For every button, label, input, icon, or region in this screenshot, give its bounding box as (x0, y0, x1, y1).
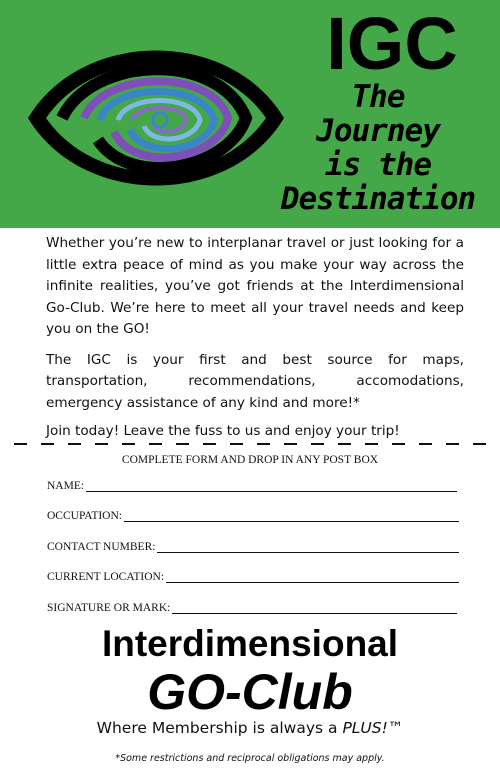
intro-text (46, 233, 464, 423)
write-line[interactable] (124, 509, 459, 522)
club-subtitle: GO-Club (147, 664, 353, 720)
signature-field[interactable] (47, 600, 457, 616)
occupation-field[interactable] (47, 508, 459, 524)
intro-paragraph: Whether you’re new to interplanar travel or just looking for a little extra peace of mind as you make your way across the infinite realities, you’ve got friends at the Interdimensional Go-Club. We’re here to meet all your travel needs and keep you on the GO! (46, 235, 464, 337)
field-label: OCCUPATION: (47, 510, 122, 522)
contact-number-field[interactable] (47, 539, 459, 555)
tagline (258, 80, 498, 216)
field-label: CURRENT LOCATION: (47, 571, 165, 583)
write-line[interactable] (157, 540, 459, 553)
eye-swirl-icon (22, 20, 290, 216)
brand-title: IGC (326, 2, 458, 85)
form-heading: COMPLETE FORM AND DROP IN ANY POST BOX (121, 454, 379, 466)
tagline-line: The (351, 79, 405, 115)
slogan (0, 717, 500, 739)
cut-line-divider (14, 443, 490, 445)
join-callout: Join today! Leave the fuss to us and enjoy your trip! (46, 423, 400, 439)
trademark-mark: ™ (387, 719, 404, 737)
slogan-emphasis: PLUS! (342, 719, 388, 737)
slogan-text: Where Membership is always a (96, 719, 343, 737)
name-field[interactable] (47, 478, 457, 494)
intro-paragraph: The IGC is your first and best source for maps, transportation, recommendations, accomodations, emergency assistance of any kind and more!* (46, 351, 464, 411)
field-label: CONTACT NUMBER: (47, 541, 156, 553)
disclaimer: *Some restrictions and reciprocal obligations may apply. (115, 753, 385, 764)
tagline-line: is the (325, 147, 431, 183)
current-location-field[interactable] (47, 569, 459, 585)
write-line[interactable] (166, 570, 459, 583)
tagline-line: Destination (280, 181, 476, 217)
club-title: Interdimensional (101, 623, 399, 664)
header-banner (0, 0, 500, 228)
tagline-line: Journey (316, 113, 440, 149)
write-line[interactable] (172, 601, 457, 614)
field-label: SIGNATURE OR MARK: (47, 602, 171, 614)
field-label: NAME: (47, 480, 85, 492)
write-line[interactable] (86, 479, 457, 492)
